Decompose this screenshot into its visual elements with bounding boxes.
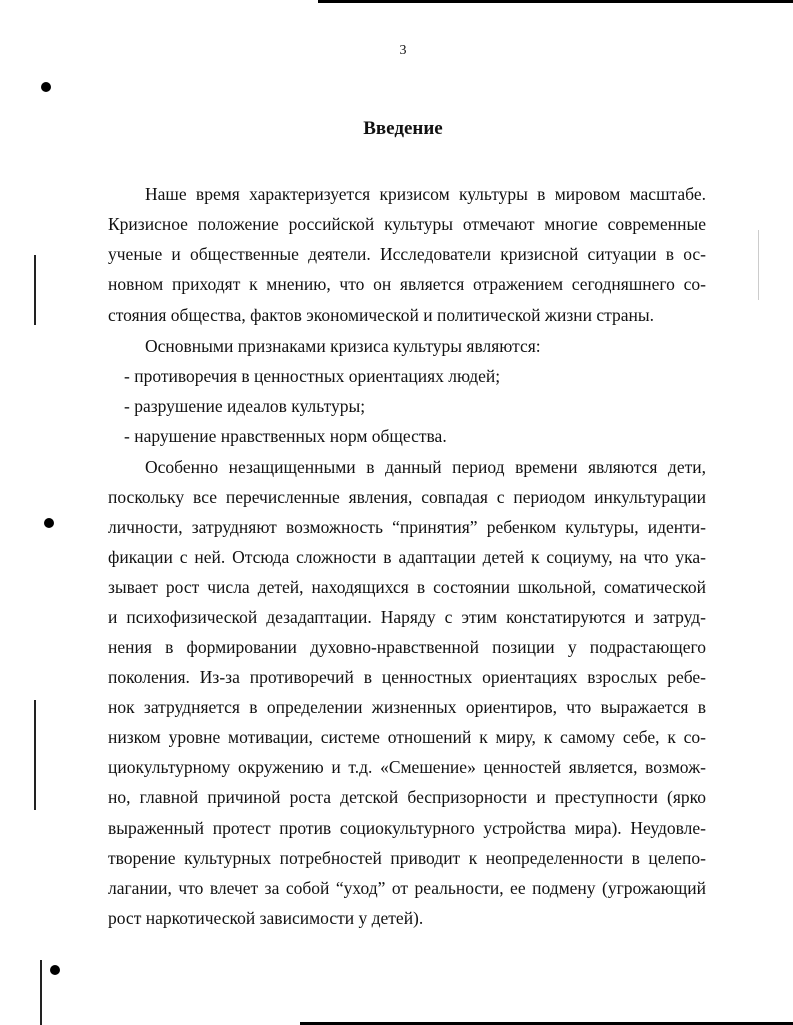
top-scan-border: [318, 0, 793, 3]
text-line: но, главной причиной роста детской беспризорности и преступности (ярко: [108, 787, 706, 807]
text-line: поколения. Из-за противоречий в ценностных ориентациях взрослых ребе-: [108, 667, 706, 687]
scan-artifact-dot: [50, 965, 60, 975]
text-line: ученые и общественные деятели. Исследователи кризисной ситуации в ос-: [108, 244, 706, 264]
text-line: Кризисное положение российской культуры отмечают многие современные: [108, 214, 706, 234]
text-line: Основными признаками кризиса культуры являются:: [145, 336, 541, 356]
text-line: зывает рост числа детей, находящихся в состоянии школьной, соматической: [108, 577, 706, 597]
list-item: - нарушение нравственных норм общества.: [124, 426, 447, 446]
text-line: и психофизической дезадаптации. Наряду с этим констатируются и затруд-: [108, 607, 706, 627]
scan-artifact-line: [34, 700, 36, 810]
text-line: поскольку все перечисленные явления, совпадая с периодом инкультурации: [108, 487, 706, 507]
list-item: - противоречия в ценностных ориентациях людей;: [124, 366, 501, 386]
section-title: Введение: [363, 118, 443, 139]
text-line: стояния общества, фактов экономической и политической жизни страны.: [108, 305, 654, 325]
scan-artifact-line: [758, 230, 759, 300]
scan-artifact-dot: [44, 518, 54, 528]
text-line: циокультурному окружению и т.д. «Смешение» ценностей является, возмож-: [108, 757, 706, 777]
text-line: Особенно незащищенными в данный период времени являются дети,: [145, 457, 706, 477]
text-line: личности, затрудняют возможность “принятия” ребенком культуры, иденти-: [108, 517, 706, 537]
text-line: новном приходят к мнению, что он является отражением сегодняшнего со-: [108, 274, 706, 294]
text-line: рост наркотической зависимости у детей).: [108, 908, 424, 928]
text-line: выраженный протест против социокультурного устройства мира). Неудовле-: [108, 818, 706, 838]
text-line: нок затрудняется в определении жизненных ориентиров, что выражается в: [108, 697, 706, 717]
text-line: лагании, что влечет за собой “уход” от реальности, ее подмену (угрожающий: [108, 878, 706, 898]
text-line: низком уровне мотивации, системе отношений к миру, к самому себе, к со-: [108, 727, 706, 747]
list-item: - разрушение идеалов культуры;: [124, 396, 366, 416]
scan-artifact-line: [40, 960, 42, 1025]
text-line: Наше время характеризуется кризисом культуры в мировом масштабе.: [145, 184, 706, 204]
text-line: творение культурных потребностей приводит к неопределенности в целепо-: [108, 848, 706, 868]
scan-artifact-line: [34, 255, 36, 325]
scan-artifact-dot: [41, 82, 51, 92]
page-number: 3: [399, 43, 407, 58]
text-line: нения в формировании духовно-нравственной позиции у подрастающего: [108, 637, 706, 657]
text-line: фикации с ней. Отсюда сложности в адаптации детей к социуму, на что ука-: [108, 547, 706, 567]
